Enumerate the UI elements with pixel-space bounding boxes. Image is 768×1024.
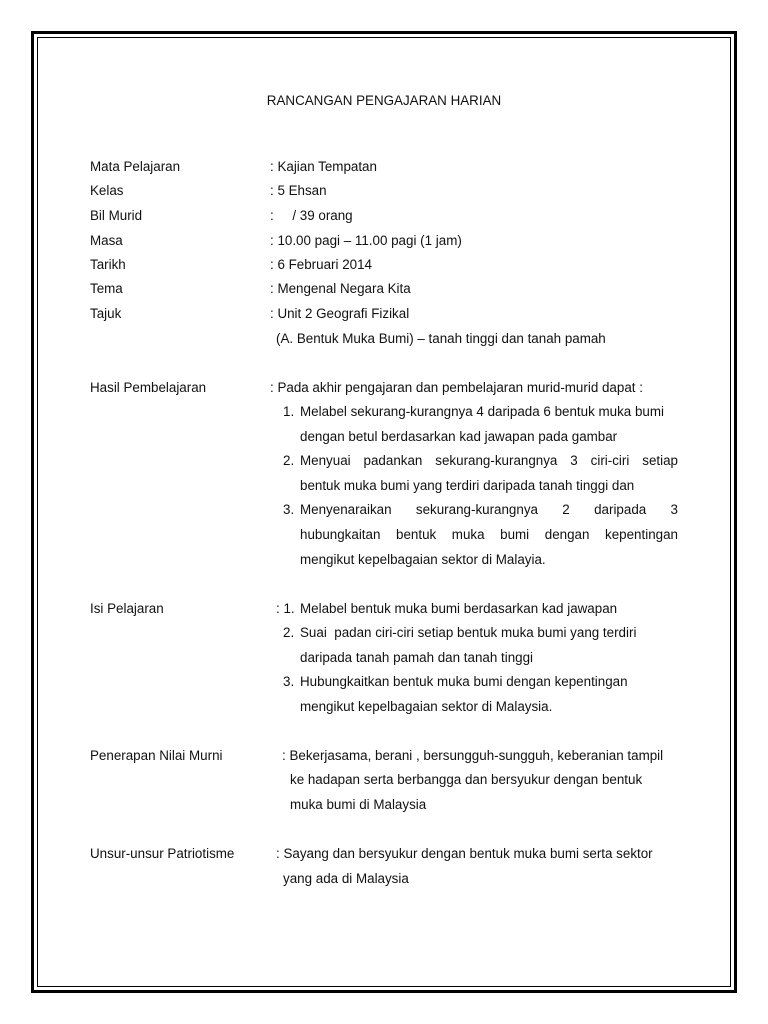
- label-tarikh: Tarikh: [90, 257, 126, 272]
- value-bil-murid: : / 39 orang: [270, 208, 353, 223]
- isi-item-3-line-2: mengikut kepelbagaian sektor di Malaysia.: [300, 699, 553, 714]
- hasil-intro: : Pada akhir pengajaran dan pembelajaran murid-murid dapat :: [270, 380, 643, 395]
- label-mata-pelajaran: Mata Pelajaran: [90, 159, 181, 174]
- label-hasil-pembelajaran: Hasil Pembelajaran: [90, 380, 207, 395]
- isi-item-3-number: 3.: [283, 674, 295, 689]
- hasil-item-2-number: 2.: [283, 453, 295, 468]
- label-patriotisme: Unsur-unsur Patriotisme: [90, 846, 235, 861]
- hasil-item-2-line-2: bentuk muka bumi yang terdiri daripada tanah tinggi dan: [300, 478, 635, 493]
- value-tajuk: : Unit 2 Geografi Fizikal: [270, 306, 410, 321]
- hasil-item-2-line-1: Menyuai padankan sekurang-kurangnya 3 ciri-ciri setiap: [300, 453, 678, 468]
- patriotisme-line-1: : Sayang dan bersyukur dengan bentuk muka bumi serta sektor: [276, 846, 653, 861]
- label-tajuk: Tajuk: [90, 306, 122, 321]
- label-isi-pelajaran: Isi Pelajaran: [90, 601, 164, 616]
- value-mata-pelajaran: : Kajian Tempatan: [270, 159, 377, 174]
- nilai-line-3: muka bumi di Malaysia: [290, 797, 427, 812]
- isi-item-2-line-1: Suai padan ciri-ciri setiap bentuk muka bumi yang terdiri: [300, 625, 637, 640]
- hasil-item-1-line-2: dengan betul berdasarkan kad jawapan pada gambar: [300, 429, 618, 444]
- label-tema: Tema: [90, 281, 123, 296]
- hasil-item-3-number: 3.: [283, 502, 295, 517]
- nilai-line-2: ke hadapan serta berbangga dan bersyukur dengan bentuk: [290, 772, 643, 787]
- patriotisme-line-2: yang ada di Malaysia: [283, 871, 409, 886]
- value-tarikh: : 6 Februari 2014: [270, 257, 372, 272]
- hasil-item-1-number: 1.: [283, 404, 295, 419]
- isi-item-3-line-1: Hubungkaitkan bentuk muka bumi dengan kepentingan: [300, 674, 628, 689]
- isi-item-2-line-2: daripada tanah pamah dan tanah tinggi: [300, 650, 534, 665]
- hasil-item-3-line-2: hubungkaitan bentuk muka bumi dengan kepentingan: [300, 527, 678, 542]
- label-masa: Masa: [90, 233, 123, 248]
- label-bil-murid: Bil Murid: [90, 208, 143, 223]
- isi-item-2-number: 2.: [283, 625, 295, 640]
- isi-item-1-line-1: Melabel bentuk muka bumi berdasarkan kad jawapan: [300, 601, 618, 616]
- hasil-item-3-line-3: mengikut kepelbagaian sektor di Malayia.: [300, 552, 546, 567]
- hasil-item-3-line-1: Menyenaraikan sekurang-kurangnya 2 daripada 3: [300, 502, 678, 517]
- value-kelas: : 5 Ehsan: [270, 183, 327, 198]
- label-kelas: Kelas: [90, 183, 124, 198]
- document-title: RANCANGAN PENGAJARAN HARIAN: [266, 93, 502, 108]
- nilai-line-1: : Bekerjasama, berani , bersungguh-sungguh, keberanian tampil: [282, 748, 664, 763]
- value-tajuk-line2: (A. Bentuk Muka Bumi) – tanah tinggi dan tanah pamah: [276, 331, 606, 346]
- value-masa: : 10.00 pagi – 11.00 pagi (1 jam): [270, 233, 462, 248]
- value-tema: : Mengenal Negara Kita: [270, 281, 411, 296]
- label-nilai-murni: Penerapan Nilai Murni: [90, 748, 223, 763]
- hasil-item-1-line-1: Melabel sekurang-kurangnya 4 daripada 6 bentuk muka bumi: [300, 404, 664, 419]
- isi-item-1-number: : 1.: [276, 601, 295, 616]
